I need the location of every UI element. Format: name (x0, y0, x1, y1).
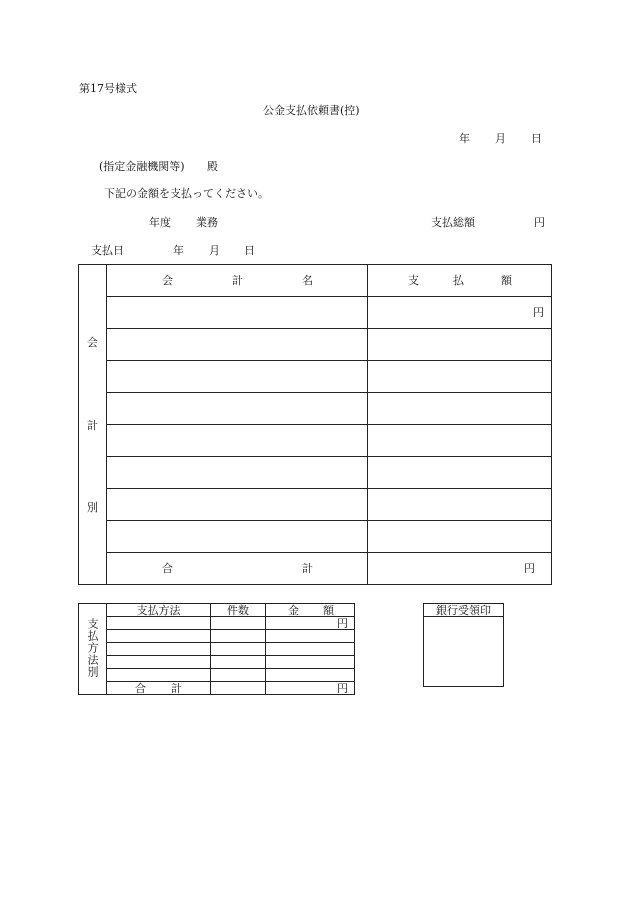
method-row (79, 656, 355, 669)
fiscal-year-label: 年度 (149, 216, 171, 229)
method-row (79, 669, 355, 682)
account-side-label (79, 265, 107, 585)
addressee-name: (指定金融機関等) (99, 160, 185, 173)
document-title: 公金支払依頼書(控) (263, 104, 360, 117)
method-amount-cell[interactable] (266, 669, 355, 682)
account-amount-unit: 円 (533, 306, 544, 319)
total-payment-unit: 円 (534, 216, 545, 229)
payment-date-label: 支払日 (91, 244, 124, 257)
method-amount-unit: 円 (337, 617, 348, 630)
method-total-row (79, 682, 355, 695)
account-name-header (107, 265, 368, 297)
method-header-count: 件数 (211, 604, 266, 617)
account-row (79, 425, 552, 457)
account-row (79, 329, 552, 361)
method-count-cell[interactable] (211, 643, 266, 656)
method-row (79, 617, 355, 630)
method-side-label (79, 604, 107, 695)
account-name-header-char-1: 会 (162, 274, 173, 287)
account-amount-cell[interactable] (368, 457, 552, 489)
account-name-header-char-3: 名 (302, 274, 313, 287)
account-name-cell[interactable] (107, 425, 368, 457)
method-cell[interactable] (107, 669, 211, 682)
account-name-cell[interactable] (107, 489, 368, 521)
bank-stamp-label: 銀行受領印 (424, 604, 504, 617)
issue-day-label: 日 (531, 132, 542, 145)
payment-month-label: 月 (209, 244, 220, 257)
addressee-honorific: 殿 (207, 160, 218, 173)
issue-month-label: 月 (495, 132, 506, 145)
method-cell[interactable] (107, 630, 211, 643)
account-row (79, 489, 552, 521)
account-row (79, 393, 552, 425)
method-amount-cell[interactable] (266, 643, 355, 656)
method-count-cell[interactable] (211, 617, 266, 630)
account-name-cell[interactable] (107, 329, 368, 361)
account-row (79, 361, 552, 393)
account-total-unit: 円 (524, 562, 535, 575)
account-name-cell[interactable] (107, 521, 368, 553)
method-row (79, 630, 355, 643)
payment-day-label: 日 (244, 244, 255, 257)
method-count-cell[interactable] (211, 630, 266, 643)
method-row (79, 643, 355, 656)
method-count-cell[interactable] (211, 656, 266, 669)
account-table (78, 264, 552, 585)
account-amount-cell[interactable] (368, 329, 552, 361)
method-amount-cell[interactable] (266, 656, 355, 669)
issue-year-label: 年 (459, 132, 470, 145)
business-label: 業務 (196, 216, 218, 229)
account-row (79, 297, 552, 329)
method-cell[interactable] (107, 617, 211, 630)
method-total-char-1: 合 (135, 682, 146, 695)
account-amount-header (368, 265, 552, 297)
account-name-cell[interactable] (107, 361, 368, 393)
account-total-row (79, 553, 552, 585)
account-total-label (107, 553, 368, 585)
account-amount-cell[interactable] (368, 489, 552, 521)
payment-year-label: 年 (173, 244, 184, 257)
account-total-amount[interactable] (368, 553, 552, 585)
account-amount-cell[interactable] (368, 521, 552, 553)
method-total-unit: 円 (337, 682, 348, 695)
account-name-header-char-2: 計 (232, 274, 243, 287)
method-amount-cell[interactable] (266, 630, 355, 643)
method-amount-cell[interactable] (266, 617, 355, 630)
method-total-char-2: 計 (171, 682, 182, 695)
method-header-amount-char-1: 金 (288, 604, 299, 617)
account-amount-cell[interactable] (368, 393, 552, 425)
account-row (79, 457, 552, 489)
method-cell[interactable] (107, 643, 211, 656)
account-total-char-2: 計 (302, 562, 313, 575)
account-side-char-2: 計 (87, 419, 98, 432)
account-amount-cell[interactable] (368, 361, 552, 393)
account-amount-header-char-3: 額 (501, 274, 512, 287)
account-amount-cell[interactable] (368, 297, 552, 329)
method-header-amount-char-2: 額 (323, 604, 334, 617)
method-count-cell[interactable] (211, 669, 266, 682)
method-total-amount[interactable] (266, 682, 355, 695)
account-name-cell[interactable] (107, 297, 368, 329)
request-text: 下記の金額を支払ってください。 (104, 187, 269, 200)
account-side-char-3: 別 (87, 501, 98, 514)
method-total-count[interactable] (211, 682, 266, 695)
account-name-cell[interactable] (107, 457, 368, 489)
account-amount-header-char-2: 払 (453, 274, 464, 287)
account-total-char-1: 合 (162, 562, 173, 575)
account-name-cell[interactable] (107, 393, 368, 425)
account-row (79, 521, 552, 553)
account-side-char-1: 会 (87, 336, 98, 349)
method-cell[interactable] (107, 656, 211, 669)
account-amount-header-char-1: 支 (408, 274, 419, 287)
bank-stamp-box (423, 603, 504, 687)
method-side-text: 支払方法別 (86, 618, 99, 678)
bank-stamp-area (424, 617, 504, 687)
method-total-label (107, 682, 211, 695)
form-number: 第17号様式 (79, 82, 137, 95)
total-payment-label: 支払総額 (431, 216, 475, 229)
method-header-method: 支払方法 (107, 604, 211, 617)
method-table (78, 603, 355, 695)
account-amount-cell[interactable] (368, 425, 552, 457)
method-header-amount (266, 604, 355, 617)
